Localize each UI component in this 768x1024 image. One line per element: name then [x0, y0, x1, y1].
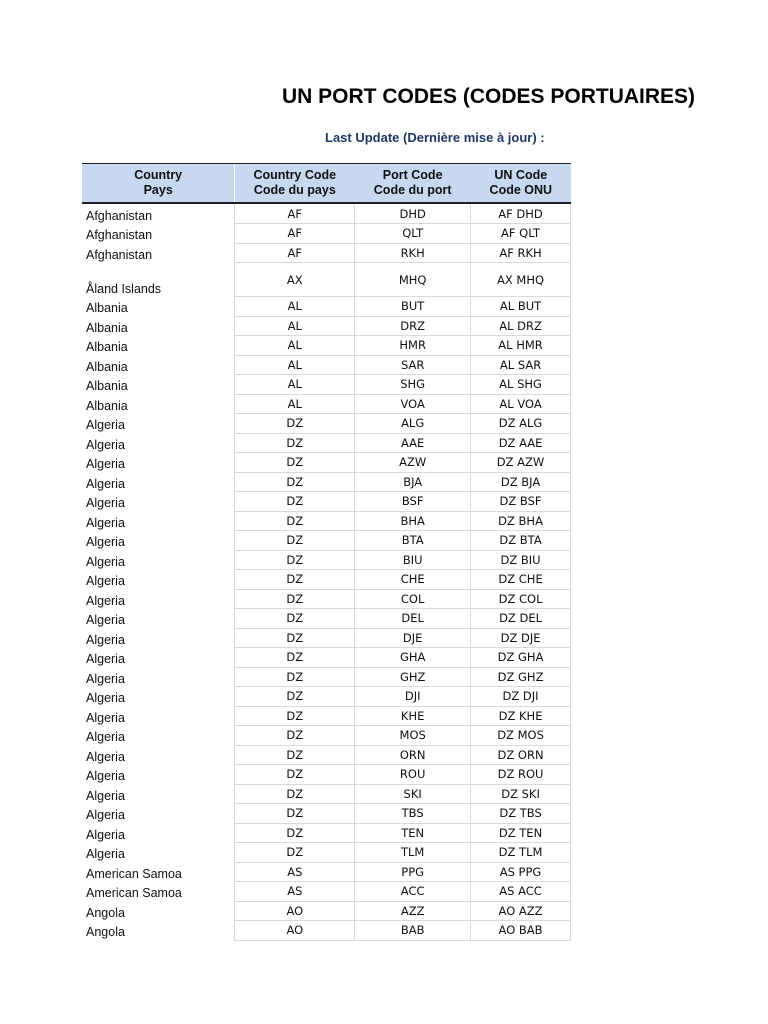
cell-port-code[interactable]: GHA	[355, 648, 471, 668]
cell-un-code[interactable]: DZ BIU	[471, 550, 571, 570]
cell-country[interactable]: Algeria	[86, 691, 125, 705]
cell-country[interactable]: Afghanistan	[86, 247, 153, 262]
cell-port-code[interactable]: DEL	[355, 609, 471, 629]
cell-port-code[interactable]: AAE	[355, 433, 471, 453]
cell-port-code[interactable]: TEN	[355, 823, 471, 843]
header-country[interactable]	[82, 164, 235, 204]
cell-port-code[interactable]: ROU	[355, 765, 471, 785]
cell-port-code[interactable]: DRZ	[355, 316, 471, 336]
header-un-code-en: UN Code	[494, 168, 548, 182]
cell-port-code[interactable]: BSF	[355, 492, 471, 512]
cell-country[interactable]: Algeria	[86, 847, 125, 861]
cell-un-code[interactable]: AF QLT	[471, 224, 571, 244]
cell-country[interactable]: Algeria	[86, 749, 125, 764]
cell-country-code[interactable]: AS	[235, 882, 355, 902]
table-row	[82, 453, 571, 473]
cell-country-code[interactable]: DZ	[235, 667, 355, 687]
cell-port-code[interactable]: MOS	[355, 726, 471, 746]
cell-country[interactable]: Albania	[86, 398, 128, 413]
cell-country[interactable]: Algeria	[86, 808, 125, 822]
cell-country[interactable]: Algeria	[86, 671, 125, 686]
cell-port-code[interactable]: SHG	[355, 375, 471, 395]
cell-country[interactable]: Algeria	[86, 769, 125, 783]
cell-un-code[interactable]: AL BUT	[471, 297, 571, 317]
cell-port-code[interactable]: BJA	[355, 472, 471, 492]
cell-country-code[interactable]: DZ	[235, 745, 355, 765]
cell-country[interactable]: Albania	[86, 301, 128, 315]
table-row	[82, 921, 571, 941]
cell-country-code[interactable]: AS	[235, 862, 355, 882]
cell-port-code[interactable]: MHQ	[355, 263, 471, 297]
table-row	[82, 414, 571, 434]
cell-country-code[interactable]: AL	[235, 375, 355, 395]
cell-port-code[interactable]: COL	[355, 589, 471, 609]
header-un-code-fr: Code ONU	[489, 183, 553, 197]
table-row	[82, 687, 571, 707]
cell-country-code[interactable]: DZ	[235, 589, 355, 609]
cell-un-code[interactable]: DZ CHE	[471, 570, 571, 590]
cell-port-code[interactable]: SKI	[355, 784, 471, 804]
cell-port-code[interactable]: KHE	[355, 706, 471, 726]
cell-country[interactable]: Algeria	[86, 437, 125, 452]
cell-port-code[interactable]: DJI	[355, 687, 471, 707]
cell-port-code[interactable]: BTA	[355, 531, 471, 551]
cell-country[interactable]: Algeria	[86, 730, 125, 744]
cell-un-code[interactable]: DZ DJI	[471, 687, 571, 707]
table-row	[82, 336, 571, 356]
cell-country-code[interactable]: AL	[235, 355, 355, 375]
cell-country[interactable]: Afghanistan	[86, 228, 153, 242]
cell-country-code[interactable]: DZ	[235, 550, 355, 570]
cell-un-code[interactable]: DZ ROU	[471, 765, 571, 785]
cell-country-code[interactable]: DZ	[235, 472, 355, 492]
cell-un-code[interactable]: DZ SKI	[471, 784, 571, 804]
cell-port-code[interactable]: BIU	[355, 550, 471, 570]
cell-country-code[interactable]: DZ	[235, 609, 355, 629]
cell-port-code[interactable]: BAB	[355, 921, 471, 941]
cell-un-code[interactable]: DZ BTA	[471, 531, 571, 551]
cell-un-code[interactable]: DZ MOS	[471, 726, 571, 746]
cell-un-code[interactable]: AX MHQ	[471, 263, 571, 297]
cell-un-code[interactable]: DZ KHE	[471, 706, 571, 726]
header-country-code-en: Country Code	[253, 168, 337, 182]
cell-country[interactable]: Albania	[86, 320, 128, 335]
cell-country-code[interactable]: AL	[235, 316, 355, 336]
cell-country-code[interactable]: DZ	[235, 706, 355, 726]
cell-country[interactable]: American Samoa	[86, 886, 182, 900]
table-row	[82, 492, 571, 512]
table-row	[82, 531, 571, 551]
table-row	[82, 667, 571, 687]
cell-un-code[interactable]: DZ AZW	[471, 453, 571, 473]
header-country-code-fr: Code du pays	[253, 183, 336, 197]
cell-port-code[interactable]: QLT	[355, 224, 471, 244]
table-row	[82, 609, 571, 629]
cell-country-code[interactable]: AF	[235, 224, 355, 244]
cell-un-code[interactable]: DZ BSF	[471, 492, 571, 512]
cell-country[interactable]: Algeria	[86, 496, 125, 510]
page-title: UN PORT CODES (CODES PORTUAIRES)	[282, 85, 696, 108]
cell-un-code[interactable]: DZ ORN	[471, 745, 571, 765]
cell-country[interactable]: Algeria	[86, 632, 125, 647]
cell-country[interactable]: Algeria	[86, 535, 125, 549]
header-un-code[interactable]	[471, 164, 571, 204]
table-row	[82, 375, 571, 395]
table-row	[82, 804, 571, 824]
header-country-en: Country	[134, 168, 183, 182]
cell-country-code[interactable]: DZ	[235, 414, 355, 434]
table-row	[82, 784, 571, 804]
cell-port-code[interactable]: ORN	[355, 745, 471, 765]
cell-port-code[interactable]: ACC	[355, 882, 471, 902]
cell-country-code[interactable]: AL	[235, 336, 355, 356]
cell-un-code[interactable]: DZ TLM	[471, 843, 571, 863]
table-row	[82, 706, 571, 726]
cell-country[interactable]: Algeria	[86, 554, 125, 569]
table-row	[82, 765, 571, 785]
cell-country-code[interactable]: DZ	[235, 804, 355, 824]
cell-country[interactable]: Albania	[86, 340, 128, 354]
cell-port-code[interactable]: GHZ	[355, 667, 471, 687]
table-row	[82, 843, 571, 863]
cell-un-code[interactable]: DZ ALG	[471, 414, 571, 434]
cell-port-code[interactable]: PPG	[355, 862, 471, 882]
cell-un-code[interactable]: AO AZZ	[471, 901, 571, 921]
cell-country-code[interactable]: AO	[235, 901, 355, 921]
cell-port-code[interactable]: BUT	[355, 297, 471, 317]
cell-un-code[interactable]: DZ AAE	[471, 433, 571, 453]
header-port-code-fr: Code du port	[373, 183, 452, 197]
cell-country-code[interactable]: AF	[235, 203, 355, 224]
cell-country-code[interactable]: DZ	[235, 492, 355, 512]
cell-country[interactable]: Algeria	[86, 515, 125, 530]
cell-port-code[interactable]: AZW	[355, 453, 471, 473]
cell-country[interactable]: Algeria	[86, 593, 125, 608]
cell-port-code[interactable]: DJE	[355, 628, 471, 648]
header-port-code-en: Port Code	[382, 168, 443, 182]
cell-country[interactable]: Algeria	[86, 574, 125, 588]
cell-un-code[interactable]: DZ TEN	[471, 823, 571, 843]
table-row	[82, 243, 571, 263]
cell-country[interactable]: Algeria	[86, 418, 125, 432]
cell-un-code[interactable]: DZ DJE	[471, 628, 571, 648]
cell-country-code[interactable]: AL	[235, 394, 355, 414]
cell-un-code[interactable]: AS PPG	[471, 862, 571, 882]
cell-port-code[interactable]: RKH	[355, 243, 471, 263]
cell-port-code[interactable]: TLM	[355, 843, 471, 863]
cell-un-code[interactable]: AL HMR	[471, 336, 571, 356]
table-row	[82, 433, 571, 453]
cell-port-code[interactable]: SAR	[355, 355, 471, 375]
cell-port-code[interactable]: CHE	[355, 570, 471, 590]
cell-country-code[interactable]: DZ	[235, 628, 355, 648]
table-row	[82, 862, 571, 882]
table-row	[82, 355, 571, 375]
cell-un-code[interactable]: AL VOA	[471, 394, 571, 414]
cell-un-code[interactable]: AL SAR	[471, 355, 571, 375]
cell-country-code[interactable]: DZ	[235, 570, 355, 590]
cell-un-code[interactable]: DZ BHA	[471, 511, 571, 531]
port-codes-table	[82, 163, 571, 941]
table-row	[82, 648, 571, 668]
cell-port-code[interactable]: BHA	[355, 511, 471, 531]
cell-un-code[interactable]: DZ TBS	[471, 804, 571, 824]
cell-country-code[interactable]: AX	[235, 263, 355, 297]
cell-port-code[interactable]: HMR	[355, 336, 471, 356]
cell-country[interactable]: Algeria	[86, 652, 125, 666]
cell-country-code[interactable]: DZ	[235, 648, 355, 668]
cell-port-code[interactable]: DHD	[355, 203, 471, 224]
cell-country[interactable]: Algeria	[86, 613, 125, 627]
header-country-code[interactable]	[235, 164, 355, 204]
table-row	[82, 550, 571, 570]
table-row	[82, 745, 571, 765]
cell-port-code[interactable]: ALG	[355, 414, 471, 434]
cell-un-code[interactable]: DZ BJA	[471, 472, 571, 492]
cell-country[interactable]: Algeria	[86, 788, 125, 803]
cell-country[interactable]: Algeria	[86, 827, 125, 842]
table-row	[82, 589, 571, 609]
cell-country[interactable]: Åland Islands	[86, 281, 162, 296]
table-row	[82, 901, 571, 921]
table-row	[82, 726, 571, 746]
cell-port-code[interactable]: TBS	[355, 804, 471, 824]
table-row	[82, 224, 571, 244]
table-row	[82, 570, 571, 590]
table-row	[82, 263, 571, 297]
cell-country-code[interactable]: DZ	[235, 843, 355, 863]
cell-country[interactable]: Algeria	[86, 476, 125, 491]
cell-country-code[interactable]: DZ	[235, 511, 355, 531]
cell-country-code[interactable]: AO	[235, 921, 355, 941]
cell-country-code[interactable]: DZ	[235, 823, 355, 843]
cell-un-code[interactable]: AL DRZ	[471, 316, 571, 336]
table-row	[82, 882, 571, 902]
table-row	[82, 823, 571, 843]
cell-country-code[interactable]: DZ	[235, 726, 355, 746]
cell-un-code[interactable]: DZ COL	[471, 589, 571, 609]
cell-country[interactable]: Afghanistan	[86, 208, 153, 223]
table-row	[82, 511, 571, 531]
cell-un-code[interactable]: DZ GHZ	[471, 667, 571, 687]
cell-country-code[interactable]: AL	[235, 297, 355, 317]
cell-country[interactable]: Albania	[86, 379, 128, 393]
table-row	[82, 316, 571, 336]
cell-country[interactable]: Angola	[86, 925, 125, 939]
cell-un-code[interactable]: AO BAB	[471, 921, 571, 941]
table-row	[82, 297, 571, 317]
cell-country[interactable]: American Samoa	[86, 866, 182, 881]
table-row	[82, 628, 571, 648]
table-row	[82, 472, 571, 492]
cell-country-code[interactable]: DZ	[235, 531, 355, 551]
cell-country-code[interactable]: DZ	[235, 687, 355, 707]
cell-port-code[interactable]: VOA	[355, 394, 471, 414]
cell-country[interactable]: Albania	[86, 359, 128, 374]
cell-un-code[interactable]: AL SHG	[471, 375, 571, 395]
cell-country-code[interactable]: DZ	[235, 784, 355, 804]
header-country-fr: Pays	[143, 183, 173, 197]
cell-country[interactable]: Algeria	[86, 457, 125, 471]
table-row	[82, 394, 571, 414]
cell-un-code[interactable]: AF RKH	[471, 243, 571, 263]
cell-un-code[interactable]: AF DHD	[471, 203, 571, 224]
cell-un-code[interactable]: DZ GHA	[471, 648, 571, 668]
cell-un-code[interactable]: DZ DEL	[471, 609, 571, 629]
table-header-row	[82, 164, 571, 204]
cell-country-code[interactable]: DZ	[235, 433, 355, 453]
cell-country[interactable]: Angola	[86, 905, 125, 920]
cell-country[interactable]: Algeria	[86, 710, 125, 725]
cell-country-code[interactable]: DZ	[235, 453, 355, 473]
table-row	[82, 203, 571, 224]
cell-un-code[interactable]: AS ACC	[471, 882, 571, 902]
cell-country-code[interactable]: AF	[235, 243, 355, 263]
header-port-code[interactable]	[355, 164, 471, 204]
cell-port-code[interactable]: AZZ	[355, 901, 471, 921]
cell-country-code[interactable]: DZ	[235, 765, 355, 785]
last-update-label: Last Update (Dernière mise à jour) :	[325, 130, 545, 145]
